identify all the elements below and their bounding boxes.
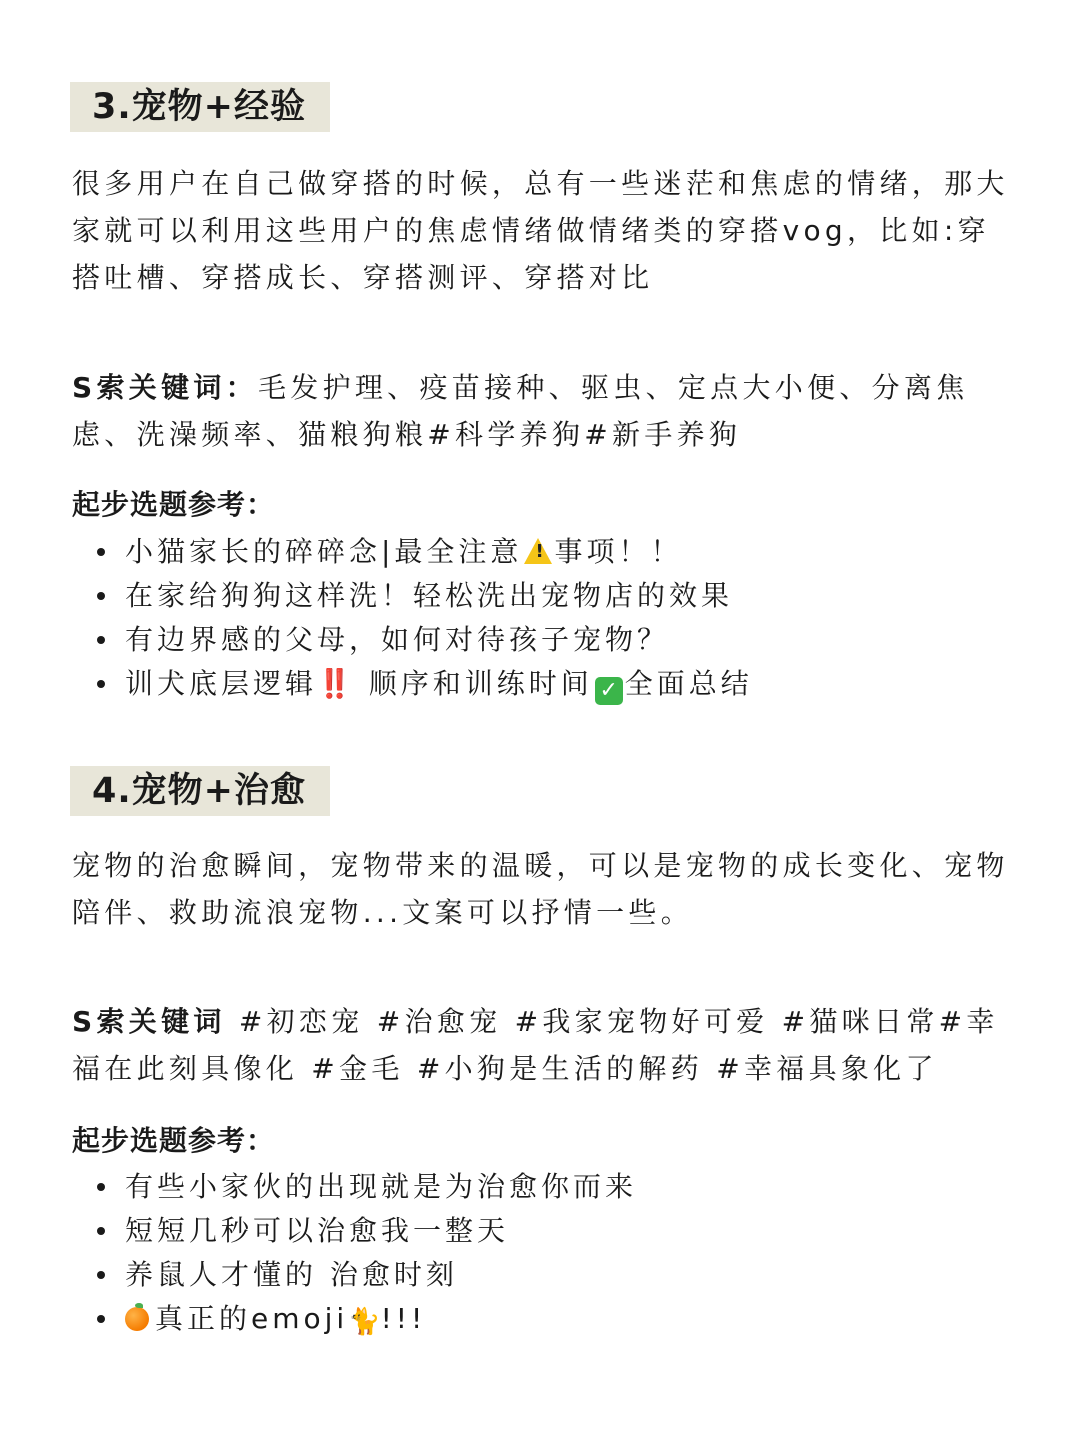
section-4-keywords	[72, 998, 1012, 1092]
section-3-topics-list	[0, 530, 1080, 706]
list-item: 真正的emoji🐈!!!	[0, 1297, 1080, 1341]
section-4-title: 4.宠物+治愈	[70, 766, 330, 816]
keywords-text: #初恋宠 #治愈宠 #我家宠物好可爱 #猫咪日常#幸福在此刻具像化 #金毛 #小狗是生活的解药 #幸福具象化了	[72, 1005, 999, 1085]
check-icon: ✓	[595, 677, 623, 705]
section-3-intro: 很多用户在自己做穿搭的时候，总有一些迷茫和焦虑的情绪，那大家就可以利用这些用户的焦虑情绪做情绪类的穿搭vog，比如:穿搭吐槽、穿搭成长、穿搭测评、穿搭对比	[72, 167, 1009, 294]
section-3-topics-heading: 起步选题参考：	[72, 488, 276, 521]
tangerine-icon	[125, 1307, 149, 1331]
section-4-topics-heading: 起步选题参考：	[72, 1124, 276, 1157]
list-item: 有些小家伙的出现就是为治愈你而来	[0, 1165, 1080, 1209]
bullet-icon	[97, 1227, 105, 1235]
keywords-label: S索关键词：	[72, 371, 258, 404]
list-item: 小猫家长的碎碎念|最全注意! 事项！！	[0, 530, 1080, 574]
keywords-label: S索关键词	[72, 1005, 226, 1038]
list-item: 短短几秒可以治愈我一整天	[0, 1209, 1080, 1253]
section-3-keywords	[72, 364, 1012, 458]
section-4-topics-list	[0, 1165, 1080, 1341]
list-item: 养鼠人才懂的 治愈时刻	[0, 1253, 1080, 1297]
bullet-icon	[97, 548, 105, 556]
bullet-icon	[97, 1183, 105, 1191]
bullet-icon	[97, 1315, 105, 1323]
bullet-icon	[97, 1271, 105, 1279]
list-item: 有边界感的父母，如何对待孩子宠物？	[0, 618, 1080, 662]
bullet-icon	[97, 680, 105, 688]
bullet-icon	[97, 592, 105, 600]
list-item: 在家给狗狗这样洗！轻松洗出宠物店的效果	[0, 574, 1080, 618]
cat-icon: 🐈	[348, 1307, 381, 1337]
section-3-title: 3.宠物+经验	[70, 82, 330, 132]
bullet-icon	[97, 636, 105, 644]
keywords-text: 毛发护理、疫苗接种、驱虫、定点大小便、分离焦虑、洗澡频率、猫粮狗粮#科学养狗#新手养狗	[72, 371, 969, 451]
list-item: 训犬底层逻辑‼️ 顺序和训练时间 ✓ 全面总结	[0, 662, 1080, 706]
section-4-intro: 宠物的治愈瞬间，宠物带来的温暖，可以是宠物的成长变化、宠物陪伴、救助流浪宠物...文案可以抒情一些。	[72, 849, 1009, 929]
warning-icon	[524, 538, 552, 564]
